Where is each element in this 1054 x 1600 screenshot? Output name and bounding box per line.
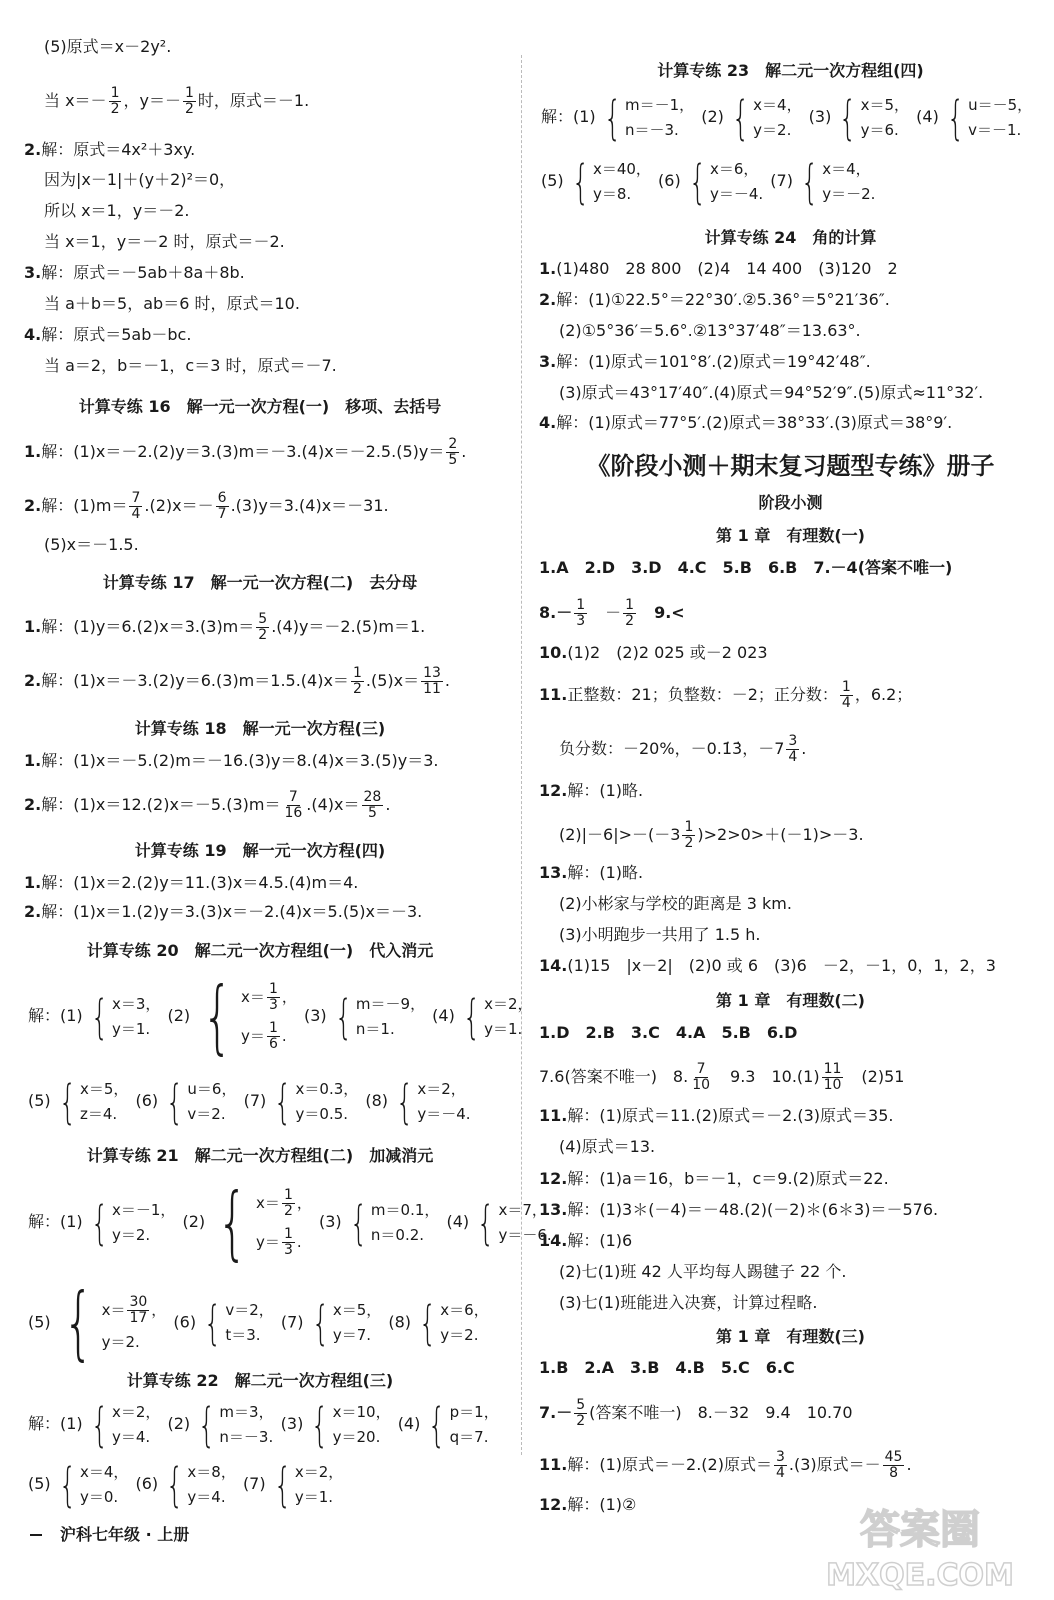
text-line: (3)小明跑步一共用了 1.5 h. — [559, 925, 761, 944]
text-line: 1.解：(1)y＝6.(2)x＝3.(3)m＝ $\frac{5}{2}$ .(4)y＝－2.(5)m＝1. — [24, 611, 426, 643]
text-line: 11.正整数：21；负整数：－2；正分数： $\frac{1}{4}$ ，6.2； — [539, 679, 913, 711]
equation-system: { x＝3， y＝1. — [90, 989, 161, 1044]
chapter-heading: 第 1 章 有理数(三) — [716, 1327, 865, 1346]
equation-system: { m＝3， n＝－3. — [197, 1397, 274, 1452]
text-line: (2)|－6|>－(－3 $\frac{1}{2}$ )>2>0>＋(－1)>－3. — [559, 819, 864, 851]
sub-heading: 阶段小测 — [758, 493, 823, 512]
fraction: $\frac{7}{4}$ — [131, 490, 141, 522]
text-line: 2.解：(1)x＝12.(2)x＝－5.(3)m＝ $\frac{7}{16}$ .(4)x＝ $\frac{28}{5}$ . — [24, 789, 391, 821]
text-line: 当 x＝1，y＝－2 时，原式＝－2. — [44, 232, 285, 251]
equation-system: { x＝2， y＝－4. — [395, 1074, 471, 1129]
fraction: $\frac{3}{4}$ — [788, 733, 798, 765]
text-line: 13.解：(1)3＊(－4)＝－48.(2)(－2)＊(6＊3)＝－576. — [539, 1200, 939, 1219]
text-line: 1.A 2.D 3.D 4.C 5.B 6.B 7.－4(答案不唯一) — [539, 558, 953, 577]
text-line: 1.B 2.A 3.B 4.B 5.C 6.C — [539, 1358, 795, 1377]
book-title: 《阶段小测＋期末复习题型专练》册子 — [586, 452, 995, 480]
text-line: 负分数：－20%，－0.1̇3̇，－7 $\frac{3}{4}$ . — [559, 733, 807, 765]
equation-row: (5) { x＝40， y＝8. (6) { x＝6， y＝－4. (7) { x＝4， y＝－2. — [541, 154, 876, 209]
equation-system: { x＝6， y＝－4. — [688, 154, 764, 209]
fraction: $\frac{1}{2}$ — [184, 85, 194, 117]
equation-system: { x＝2， y＝1. — [273, 1457, 344, 1512]
equation-system: { x＝－1， y＝2. — [90, 1195, 176, 1250]
equation-system: { x＝ $\frac{1}{3}$ ， y＝ $\frac{1}{6}$ . — [202, 969, 297, 1063]
equation-system: { x＝0.3， y＝0.5. — [274, 1074, 359, 1129]
equation-row: 解：(1) { x＝2， y＝4. (2) { m＝3， n＝－3. (3) { x＝10， y＝20. (4) { p＝1， q＝7. — [28, 1397, 499, 1452]
text-line: (4)原式＝13. — [559, 1137, 656, 1156]
text-line: 1.(1)480 28 800 (2)4 14 400 (3)120 2 — [539, 259, 898, 278]
equation-system: { x＝7， y＝－6. — [477, 1195, 552, 1250]
section-heading: 计算专练 19 解一元一次方程(四) — [134, 841, 386, 860]
text-line: 1.解：(1)x＝－5.(2)m＝－16.(3)y＝8.(4)x＝3.(5)y＝3. — [24, 751, 439, 770]
chapter-heading: 第 1 章 有理数(二) — [716, 991, 865, 1010]
equation-system: { x＝ $\frac{1}{2}$ ， y＝ $\frac{1}{3}$ . — [217, 1175, 312, 1269]
text-line: 2.解：(1)x＝－3.(2)y＝6.(3)m＝1.5.(4)x＝ $\frac{1}{2}$ .(5)x＝ $\frac{13}{11}$ . — [24, 665, 451, 697]
equation-system: { m＝0.1， n＝0.2. — [349, 1195, 440, 1250]
text-line: 因为|x－1|＋(y＋2)²＝0， — [44, 170, 236, 189]
text-line: 1.D 2.B 3.C 4.A 5.B 6.D — [539, 1023, 798, 1042]
equation-row: (5) { x＝ $\frac{30}{17}$ ， y＝2. (6) { v＝2， t＝3. (7) { x＝5， y＝7. (8) { x＝6， y＝2. — [28, 1276, 489, 1369]
equation-system: { x＝2， y＝4. — [90, 1397, 161, 1452]
fraction: $\frac{3}{4}$ — [775, 1449, 785, 1481]
equation-row: (5) { x＝5， z＝4. (6) { u＝6， v＝2. (7) { x＝0.3， y＝0.5. (8) { x＝2， y＝－4. — [28, 1074, 471, 1129]
text-line: 12.解：(1)a＝16，b＝－1，c＝9.(2)原式＝22. — [539, 1169, 889, 1188]
section-heading: 计算专练 21 解二元一次方程组(二) 加减消元 — [86, 1146, 434, 1165]
fraction: $\frac{2}{5}$ — [448, 436, 458, 468]
text-line: 12.解：(1)略. — [539, 781, 644, 800]
text-line: (2)七(1)班 42 人平均每人踢毽子 22 个. — [559, 1262, 847, 1281]
equation-system: { m＝－9， n＝1. — [334, 989, 426, 1044]
fraction: $\frac{45}{8}$ — [884, 1449, 903, 1481]
equation-row: (5) { x＝4， y＝0. (6) { x＝8， y＝4. (7) { x＝2， y＝1. — [28, 1457, 344, 1512]
text-line: 10.(1)2 (2)2 025 或－2 023 — [539, 643, 768, 662]
text-line: 2.解：(1)x＝1.(2)y＝3.(3)x＝－2.(4)x＝5.(5)x＝－3. — [24, 902, 423, 921]
text-line: 12.解：(1)② — [539, 1495, 637, 1514]
text-line: 当 a＝2，b＝－1，c＝3 时，原式＝－7. — [44, 356, 337, 375]
section-heading: 计算专练 20 解二元一次方程组(一) 代入消元 — [86, 941, 434, 960]
section-heading: 计算专练 17 解一元一次方程(二) 去分母 — [102, 573, 418, 592]
text-line: 2.解：(1)m＝ $\frac{7}{4}$ .(2)x＝－ $\frac{6}{7}$ .(3)y＝3.(4)x＝－31. — [24, 490, 389, 522]
text-line: 8.－ $\frac{1}{3}$ － $\frac{1}{2}$ 9.< — [539, 597, 685, 629]
text-line: 1.解：(1)x＝2.(2)y＝11.(3)x＝4.5.(4)m＝4. — [24, 873, 359, 892]
text-line: 11.解：(1)原式＝11.(2)原式＝－2.(3)原式＝35. — [539, 1106, 894, 1125]
equation-system: { x＝6， y＝2. — [418, 1296, 489, 1350]
equation-system: { p＝1， q＝7. — [428, 1397, 499, 1452]
text-line: 14.解：(1)6 — [539, 1231, 633, 1250]
equation-system: { x＝4， y＝0. — [58, 1457, 129, 1512]
equation-system: { u＝－5， v＝－1. — [946, 90, 1033, 145]
footer-dash — [30, 1534, 42, 1536]
equation-system: { v＝2， t＝3. — [203, 1296, 274, 1350]
equation-system: { u＝6， v＝2. — [165, 1074, 237, 1129]
section-heading: 计算专练 16 解一元一次方程(一) 移项、去括号 — [78, 397, 442, 416]
equation-system: { x＝4， y＝－2. — [800, 154, 876, 209]
fraction: $\frac{7}{16}$ — [284, 789, 303, 821]
text-line: 13.解：(1)略. — [539, 863, 644, 882]
text-line: 所以 x＝1，y＝－2. — [44, 201, 190, 220]
text-line: 2.解：原式＝4x²＋3xy. — [24, 140, 196, 159]
text-line — [44, 86, 309, 117]
equation-row: 解：(1) { m＝－1， n＝－3. (2) { x＝4， y＝2. (3) { x＝5， y＝6. (4) { u＝－5， v＝－1. — [541, 90, 1033, 145]
text-line: (2)①5°36′＝5.6°.②13°37′48″＝13.63°. — [559, 321, 861, 340]
section-heading: 计算专练 23 解二元一次方程组(四) — [657, 61, 924, 80]
watermark-logo — [800, 1495, 1040, 1595]
equation-system: { x＝ $\frac{30}{17}$ ， y＝2. — [62, 1276, 167, 1369]
equation-system: { x＝4， y＝2. — [731, 90, 802, 145]
text-line: (3)七(1)班能进入决赛，计算过程略. — [559, 1293, 818, 1312]
equation-row: 解：(1) { x＝3， y＝1. (2) { x＝ $\frac{1}{3}$ ， y＝ $\frac{1}{6}$ . (3) { m＝－9， n＝1. (4) { x＝2， y＝1. — [28, 969, 533, 1063]
fraction: $\frac{28}{5}$ — [363, 789, 382, 821]
text-line: 11.解：(1)原式＝－2.(2)原式＝ $\frac{3}{4}$ .(3)原式＝－ $\frac{45}{8}$ . — [539, 1449, 912, 1481]
equation-system: { x＝5， y＝7. — [311, 1296, 382, 1350]
page-footer: 沪科七年级 · 上册 — [60, 1525, 190, 1544]
text-line: 4.解：(1)原式＝77°5′.(2)原式＝38°33′.(3)原式＝38°9′. — [539, 413, 953, 432]
equation-system: { x＝5， y＝6. — [839, 90, 910, 145]
fraction: $\frac{1}{2}$ — [684, 819, 694, 851]
fraction: $\frac{1}{3}$ — [576, 597, 586, 629]
fraction: $\frac{6}{7}$ — [217, 490, 227, 522]
equation-system: { x＝2， y＝1. — [462, 989, 533, 1044]
equation-system: { x＝40， y＝8. — [571, 154, 651, 209]
fraction: $\frac{5}{2}$ — [576, 1397, 586, 1429]
equation-system: { m＝－1， n＝－3. — [603, 90, 695, 145]
text-line: (2)小彬家与学校的距离是 3 km. — [559, 894, 792, 913]
svg-text:MXQE.COM: MXQE.COM — [826, 1558, 1014, 1593]
fraction: $\frac{1}{2}$ — [625, 597, 635, 629]
section-heading: 计算专练 22 解二元一次方程组(三) — [126, 1371, 394, 1390]
text-line: 4.解：原式＝5ab－bc. — [24, 325, 192, 344]
section-heading: 计算专练 24 角的计算 — [704, 228, 877, 247]
section-heading: 计算专练 18 解一元一次方程(三) — [134, 719, 386, 738]
equation-system: { x＝8， y＝4. — [165, 1457, 236, 1512]
text-line: (5)原式＝x－2y². — [44, 37, 172, 56]
svg-text:答案圈: 答案圈 — [860, 1507, 980, 1553]
text-line: 7.－ $\frac{5}{2}$ (答案不唯一) 8.－32 9.4 10.70 — [539, 1397, 853, 1429]
text-line: (5)x＝－1.5. — [44, 535, 139, 554]
fraction: $\frac{5}{2}$ — [258, 611, 268, 643]
text-line: 3.解：原式＝－5ab＋8a＋8b. — [24, 263, 245, 282]
equation-row: 解：(1) { x＝－1， y＝2. (2) { x＝ $\frac{1}{2}$ ， y＝ $\frac{1}{3}$ . (3) { m＝0.1， n＝0.2. (4) { x＝7， y＝－6. — [28, 1175, 552, 1269]
text-line: 2.解：(1)①22.5°＝22°30′.②5.36°＝5°21′36″. — [539, 290, 890, 309]
fraction: $\frac{1}{2}$ — [352, 665, 362, 697]
text-line: 1.解：(1)x＝－2.(2)y＝3.(3)m＝－3.(4)x＝－2.5.(5)y＝ $\frac{2}{5}$ . — [24, 436, 467, 468]
fraction: $\frac{11}{10}$ — [823, 1061, 842, 1093]
text-line: (3)原式＝43°17′40″.(4)原式＝94°52′9″.(5)原式≈11°32′. — [559, 383, 984, 402]
text: 当 x＝－ — [44, 91, 107, 110]
text-line: 当 a＋b＝5，ab＝6 时，原式＝10. — [44, 294, 300, 313]
fraction: $\frac{7}{10}$ — [692, 1061, 711, 1093]
fraction: $\frac{13}{11}$ — [423, 665, 441, 697]
fraction: $\frac{1}{2}$ — [110, 85, 120, 117]
text-line: 3.解：(1)原式＝101°8′.(2)原式＝19°42′48″. — [539, 352, 871, 371]
text-line: 7.6(答案不唯一) 8. $\frac{7}{10}$ 9.3 10.(1) $\frac{11}{10}$ (2)51 — [539, 1061, 905, 1093]
equation-system: { x＝10， y＝20. — [311, 1397, 391, 1452]
text: 时，原式＝－1. — [197, 91, 310, 110]
text-line: 14.(1)15 |x－2| (2)0 或 6 (3)6 －2，－1，0，1，2，3 — [539, 956, 996, 975]
fraction: $\frac{1}{4}$ — [841, 679, 851, 711]
equation-system: { x＝5， z＝4. — [58, 1074, 129, 1129]
chapter-heading: 第 1 章 有理数(一) — [716, 526, 865, 545]
text: ，y＝－ — [123, 91, 181, 110]
